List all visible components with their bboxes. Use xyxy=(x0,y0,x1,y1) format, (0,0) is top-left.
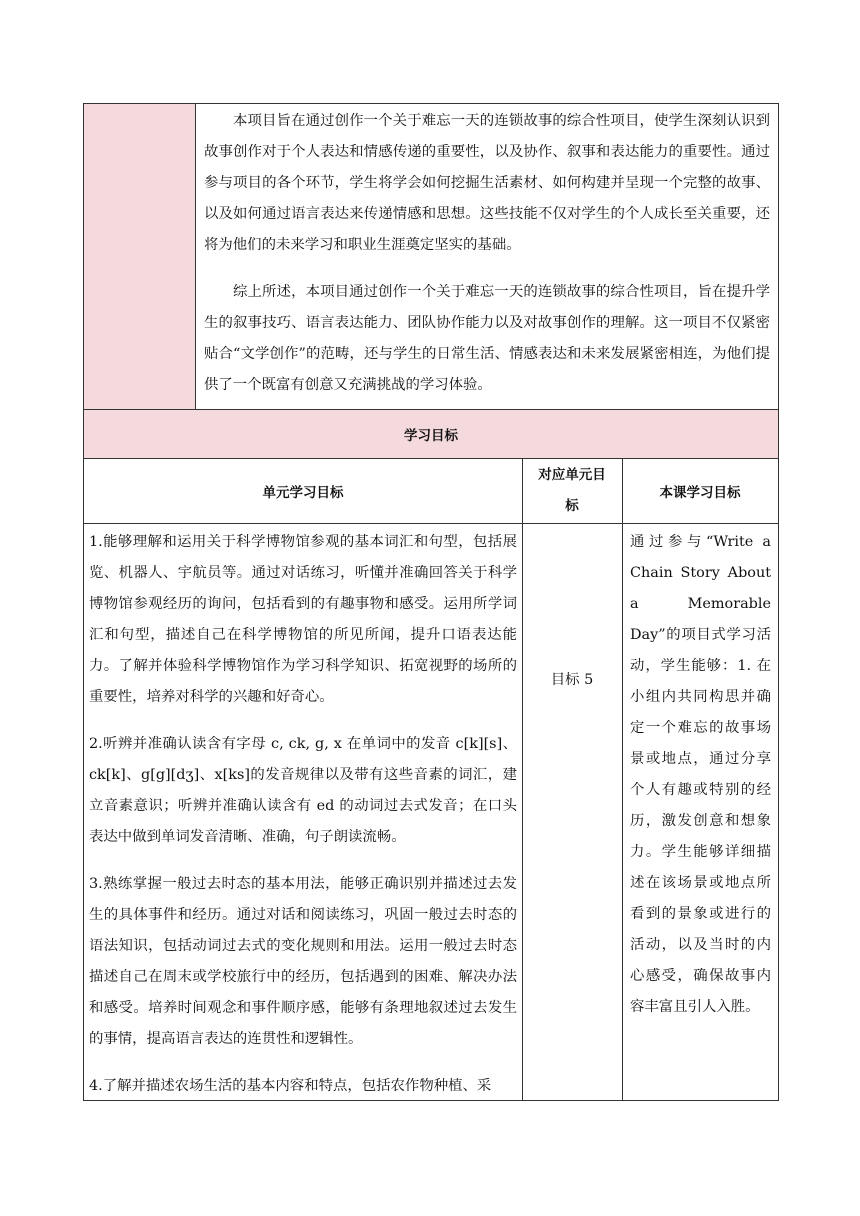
border-bottom xyxy=(83,1100,779,1101)
border-col-divider-1 xyxy=(522,458,523,1101)
description-paragraph-1: 本项目旨在通过创作一个关于难忘一天的连锁故事的综合性项目，使学生深刻认识到故事创作对于个人表达和情感传递的重要性，以及协作、叙事和表达能力的重要性。通过参与项目的各个环节，学生将学会如何挖掘生活素材、如何构建并呈现一个完整的故事、以及如何通过语言表达来传递情感和思想。这些技能不仅对学生的个人成长至关重要，还将为他们的未来学习和职业生涯奠定坚实的基础。 xyxy=(204,113,770,253)
unit-objective-2: 2.听辨并准确认读含有字母 c, ck, g, x 在单词中的发音 c[k][s]、ck[k]、g[g][dʒ]、x[ks]的发音规律以及带有这些音素的词汇，建立音素意识；听辨并准确认读含有 ed 的动词过去式发音；在口头表达中做到单词发音清晰、准确，句子朗读流畅。 xyxy=(89,736,517,845)
header-lesson-objectives: 本课学习目标 xyxy=(659,484,741,501)
border-row3 xyxy=(83,458,779,459)
header-unit-objectives: 单元学习目标 xyxy=(262,484,344,501)
border-left xyxy=(83,103,84,1101)
border-col-divider-2 xyxy=(622,458,623,1101)
unit-objective-3: 3.熟练掌握一般过去时态的基本用法，能够正确识别并描述过去发生的具体事件和经历。通过对话和阅读练习，巩固一般过去时态的语法知识，包括动词过去式的变化规则和用法。运用一般过去时态描述自己在周末或学校旅行中的经历，包括遇到的困难、解决办法和感受。培养时间观念和事件顺序感，能够有条理地叙述过去发生的事情，提高语言表达的连贯性和逻辑性。 xyxy=(89,876,517,1047)
label-cell xyxy=(84,104,195,409)
corresponding-objective-value: 目标 5 xyxy=(550,671,594,688)
unit-objective-4: 4.了解并描述农场生活的基本内容和特点，包括农作物种植、采 xyxy=(89,1078,492,1094)
border-row4 xyxy=(83,523,779,524)
border-label-divider xyxy=(195,103,196,410)
unit-objective-1: 1.能够理解和运用关于科学博物馆参观的基本词汇和句型，包括展览、机器人、宇航员等。通过对话练习，听懂并准确回答关于科学博物馆参观经历的询问，包括看到的有趣事物和感受。运用所学词汇和句型，描述自己在科学博物馆的所见所闻，提升口语表达能力。了解并体验科学博物馆作为学习科学知识、拓宽视野的场所的重要性，培养对科学的兴趣和好奇心。 xyxy=(89,534,517,705)
border-right xyxy=(778,103,779,1101)
border-top xyxy=(83,103,779,104)
description-paragraph-2: 综上所述，本项目通过创作一个关于难忘一天的连锁故事的综合性项目，旨在提升学生的叙事技巧、语言表达能力、团队协作能力以及对故事创作的理解。这一项目不仅紧密贴合“文学创作”的范畴，还与学生的日常生活、情感表达和未来发展紧密相连，为他们提供了一个既富有创意又充满挑战的学习体验。 xyxy=(204,284,770,393)
section-title: 学习目标 xyxy=(84,409,778,458)
lesson-objective-text: 通过参与“Write a Chain Story About a Memorable Day”的项目式学习活动，学生能够：1. 在小组内共同构思并确定一个难忘的故事场景或地点，通过分享个人有趣或特别的经历，激发创意和想象力。学生能够详细描述在该场景或地点所看到的景象或进行的活动，以及当时的内心感受，确保故事内容丰富且引人入胜。 xyxy=(630,534,771,1015)
border-row2 xyxy=(83,409,779,410)
header-corresponding-objectives: 对应单元目标 xyxy=(538,466,606,514)
